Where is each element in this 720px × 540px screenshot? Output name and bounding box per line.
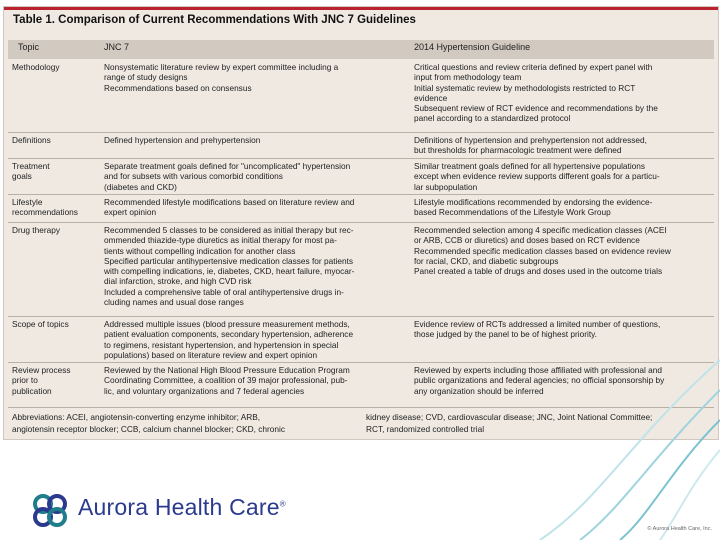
row-topic: Lifestyle recommendations <box>12 197 78 218</box>
row-topic: Methodology <box>12 62 60 72</box>
title-rule <box>4 7 718 10</box>
row-2014: Critical questions and review criteria defined by expert panel with input from methodology team Initial systematic review by methodologists restricted to RCT evidence Subsequent review of RCT evidence and recommendations by the panel according to a standardized protocol <box>414 62 658 124</box>
row-topic: Review process prior to publication <box>12 365 71 396</box>
row-jnc7: Addressed multiple issues (blood pressure measurement methods, patient evaluation components, secondary hypertension, adherence to regimens, resistant hypertension, and hypertension in special populations) based on literature review and expert opinion <box>104 319 354 360</box>
row-2014: Evidence review of RCTs addressed a limited number of questions, those judged by the panel to be of highest priority. <box>414 319 661 340</box>
brand-name: Aurora Health Care® <box>78 494 286 520</box>
aurora-intertwined-circles-icon <box>30 490 74 530</box>
row-jnc7: Recommended lifestyle modifications based on literature review and expert opinion <box>104 197 355 218</box>
row-jnc7: Defined hypertension and prehypertension <box>104 135 261 145</box>
copyright-notice: © Aurora Health Care, Inc. <box>647 526 712 532</box>
row-jnc7: Separate treatment goals defined for "uncomplicated" hypertension and for subsets with various comorbid conditions (diabetes and CKD) <box>104 161 351 192</box>
table-row <box>8 223 714 317</box>
row-2014: Reviewed by experts including those affiliated with professional and public organizations and federal agencies; no official sponsorship by any organization should be inferred <box>414 365 665 396</box>
row-jnc7: Nonsystematic literature review by expert committee including a range of study designs Recommendations based on consensus <box>104 62 339 93</box>
table-header-row <box>8 40 714 59</box>
row-2014: Similar treatment goals defined for all hypertensive populations except when evidence review supports different goals for a particu- lar subpopulation <box>414 161 660 192</box>
table-row <box>8 159 714 195</box>
row-topic: Definitions <box>12 135 51 145</box>
row-2014: Recommended selection among 4 specific medication classes (ACEI or ARB, CCB or diuretics) and doses based on RCT evidence Recommended specific medication classes based on evidence review for racial, CKD, and diabetic subgroups Panel created a table of drugs and doses used in the outcome trials <box>414 225 671 277</box>
table-title: Table 1. Comparison of Current Recommendations With JNC 7 Guidelines <box>13 14 416 26</box>
table-row <box>8 133 714 159</box>
row-jnc7: Recommended 5 classes to be considered as initial therapy but rec- ommended thiazide-type diuretics as initial therapy for most pa- tients without compelling indication for another class Specified particular antihypertensive medication classes for patients with compelling indications, ie, diabetes, CKD, heart failure, myocar- dial infarction, stroke, and high CVD risk Included a comprehensive table of oral antihypertensive drugs in- cluding names and usual dose ranges <box>104 225 355 308</box>
header-2014-guideline: 2014 Hypertension Guideline <box>414 42 531 52</box>
aurora-logo <box>30 486 286 532</box>
row-topic: Scope of topics <box>12 319 69 329</box>
header-jnc7: JNC 7 <box>104 42 130 52</box>
footnote-abbreviations-left: Abbreviations: ACEI, angiotensin-converting enzyme inhibitor; ARB, angiotensin receptor blocker; CCB, calcium channel blocker; CKD, chronic <box>12 412 285 434</box>
trademark-mark: ® <box>279 499 286 509</box>
row-2014: Lifestyle modifications recommended by endorsing the evidence- based Recommendations of the Lifestyle Work Group <box>414 197 653 218</box>
header-topic: Topic <box>18 42 40 52</box>
table-row <box>8 60 714 133</box>
row-topic: Treatment goals <box>12 161 50 182</box>
table-row <box>8 195 714 223</box>
footnote-abbreviations-right: kidney disease; CVD, cardiovascular disease; JNC, Joint National Committee; RCT, randomized controlled trial <box>366 412 653 434</box>
row-topic: Drug therapy <box>12 225 60 235</box>
decorative-swoosh <box>480 320 720 540</box>
row-2014: Definitions of hypertension and prehypertension not addressed, but thresholds for pharmacologic treatment were defined <box>414 135 647 156</box>
row-jnc7: Reviewed by the National High Blood Pressure Education Program Coordinating Committee, a coalition of 39 major professional, pub- lic, and voluntary organizations and 7 federal agencies <box>104 365 350 396</box>
